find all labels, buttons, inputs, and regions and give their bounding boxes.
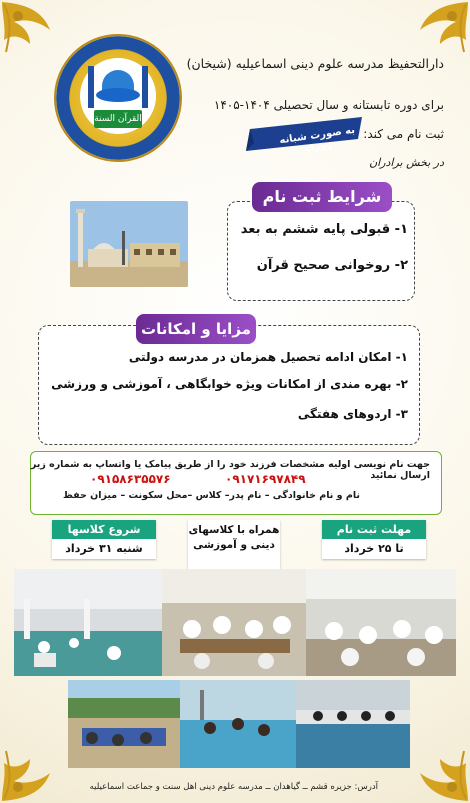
benefit-item: ۱- امکان ادامه تحصیل همزمان در مدرسه دولتی	[128, 350, 408, 364]
photo-classroom	[306, 569, 456, 676]
phone-number[interactable]: ۰۹۱۷۱۶۹۷۸۴۹	[225, 472, 306, 486]
quran-book-icon: القرآن السنة	[94, 110, 142, 128]
photo-pool	[180, 680, 296, 768]
school-logo	[56, 36, 180, 160]
start-tag-title: شروع کلاسها	[52, 520, 156, 539]
course-line: برای دوره تابستانه و سال تحصیلی ۱۴۰۴-۱۴۰۵	[213, 98, 444, 112]
contact-fields: نام و نام خانوادگی – نام پدر– کلاس –محل سکونت – میزان حفظ	[62, 490, 360, 501]
ribbon-text: به صورت شبانه روزی	[278, 124, 356, 154]
deadline-tag-title: مهلت ثبت نام	[322, 520, 426, 539]
contact-instruction: جهت نام نویسی اولیه مشخصات فرزند خود را از طریق پیامک یا واتساپ به شماره زیر ارسال نمائید	[30, 459, 430, 481]
photo-sea	[296, 680, 410, 768]
mosque-photo	[70, 201, 188, 287]
benefits-title: مزایا و امکانات	[136, 314, 256, 344]
start-tag-value: شنبه ۳۱ خرداد	[65, 542, 143, 555]
dolphin-icon	[96, 88, 140, 102]
section-text: در بخش برادران	[369, 156, 444, 169]
condition-item: ۲- روخوانی صحیح قرآن	[256, 258, 408, 273]
photo-classroom	[162, 569, 306, 676]
benefit-item: ۲- بهره مندی از امکانات ویژه خوابگاهی ، آموزشی و ورزشی	[51, 377, 408, 391]
floral-corner-icon	[0, 0, 70, 70]
address: آدرس: جزیره قشم ــ گیاهدان ــ مدرسه علوم دینی اهل سنت و جماعت اسماعیلیه	[89, 782, 378, 792]
register-label: ثبت نام می کند:	[363, 127, 444, 141]
conditions-box	[227, 201, 415, 301]
start-tag	[52, 520, 156, 559]
deadline-tag	[322, 520, 426, 559]
benefit-item: ۳- اردوهای هفتگی	[297, 407, 408, 421]
condition-item: ۱- قبولی پایه ششم به بعد	[240, 222, 408, 237]
photo-classroom	[14, 569, 162, 676]
phone-number[interactable]: ۰۹۱۵۸۶۳۵۵۷۶	[90, 472, 171, 486]
deadline-tag-value: تا ۲۵ خرداد	[344, 542, 404, 555]
middle-tag-value: همراه با کلاسهای دینی و آموزشی	[188, 524, 280, 551]
photo-outdoor	[68, 680, 180, 768]
floral-corner-icon	[0, 733, 70, 803]
school-name: دارالتحفیظ مدرسه علوم دینی اسماعیلیه (شیخان)	[186, 56, 444, 71]
floral-corner-icon	[400, 733, 470, 803]
conditions-title: شرایط ثبت نام	[252, 182, 392, 212]
